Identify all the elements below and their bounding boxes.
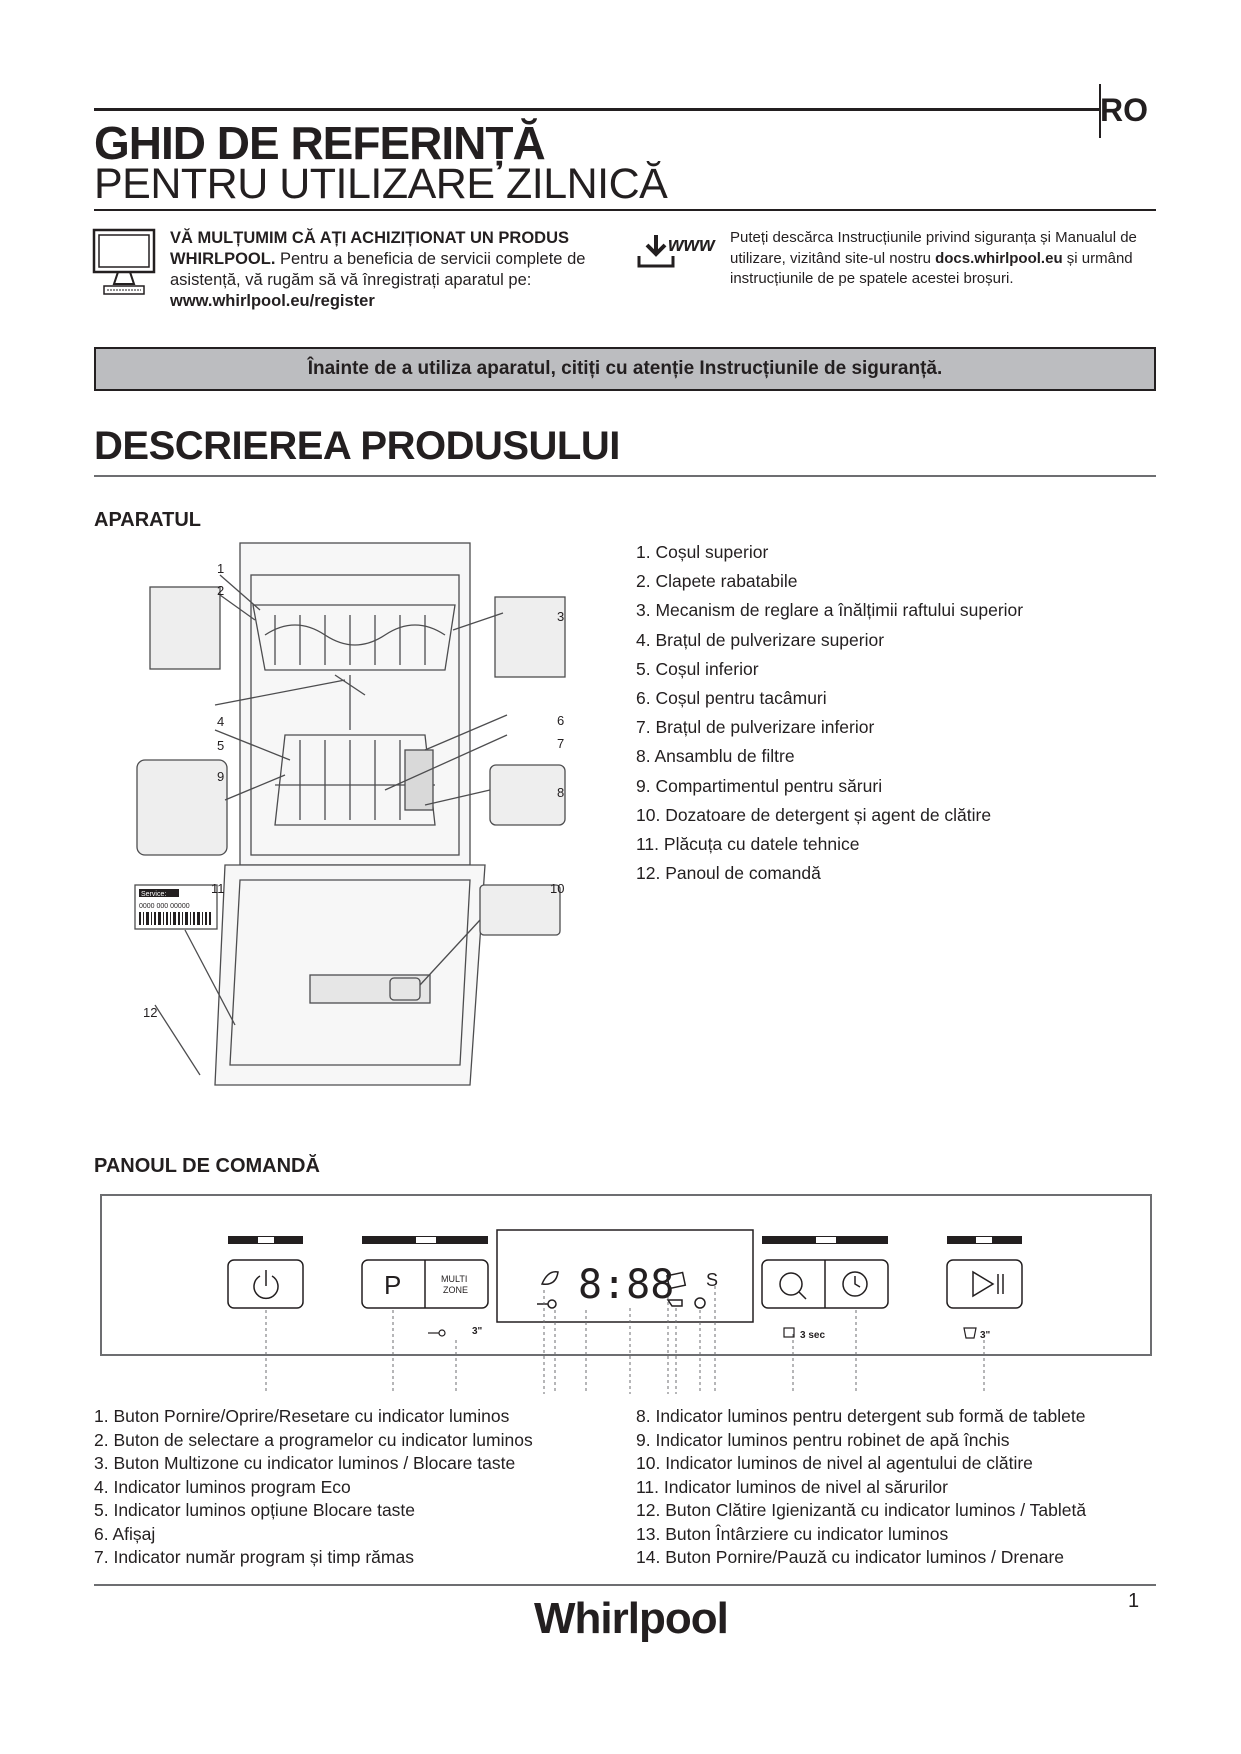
program-button-label: P	[384, 1270, 402, 1300]
list-item: 6. Coșul pentru tacâmuri	[636, 688, 827, 709]
list-item: 3. Buton Multizone cu indicator luminos / Blocare taste	[94, 1453, 516, 1473]
computer-icon	[92, 228, 156, 298]
list-item: 4. Brațul de pulverizare superior	[636, 629, 885, 650]
page-title: GHID DE REFERINȚĂ	[94, 117, 545, 169]
download-text-after: și urmând instrucțiunile de pe spatele acestei broșuri.	[730, 249, 1133, 287]
list-item: 7. Indicator număr program și timp rămas	[94, 1547, 414, 1567]
whirlpool-logo: Whirlpool	[534, 1594, 728, 1643]
list-item: 1. Buton Pornire/Oprire/Resetare cu indicator luminos	[94, 1406, 510, 1426]
control-legend-right	[636, 1405, 1156, 1570]
callout-11: 11	[211, 881, 225, 896]
intro-download-text	[730, 228, 1160, 290]
callout-5: 5	[217, 738, 225, 753]
page-number: 1	[1128, 1590, 1140, 1612]
www-label: www	[668, 234, 715, 256]
tablet-hint: 3 sec	[800, 1330, 826, 1341]
language-code: RO	[1100, 92, 1148, 128]
callout-12: 12	[143, 1005, 158, 1020]
lock-hint: 3"	[472, 1326, 483, 1337]
safety-banner-text: Înainte de a utiliza aparatul, citiți cu atenție Instrucțiunile de siguranță.	[307, 358, 943, 379]
section-heading-product: DESCRIEREA PRODUSULUI	[94, 424, 620, 468]
parts-list	[636, 538, 1023, 888]
dishwasher-diagram	[125, 535, 595, 1110]
multizone-label-line2: ZONE	[443, 1285, 469, 1295]
service-label: Service:	[141, 891, 167, 898]
list-item: 11. Plăcuța cu datele tehnice	[636, 834, 860, 855]
control-panel-heading: PANOUL DE COMANDĂ	[94, 1155, 320, 1177]
control-legend-left	[94, 1405, 614, 1570]
callout-10: 10	[550, 881, 565, 896]
thanks-bold: VĂ MULȚUMIM CĂ AȚI ACHIZIȚIONAT UN PRODUS WHIRLPOOL.	[170, 229, 570, 268]
salt-indicator: S	[706, 1270, 719, 1290]
header-top-rule	[94, 108, 1099, 111]
intro-thanks-text	[170, 228, 610, 312]
list-item: 12. Buton Clătire Igienizantă cu indicator luminos / Tabletă	[636, 1500, 1087, 1520]
list-item: 5. Coșul inferior	[636, 658, 759, 679]
callout-7: 7	[557, 736, 565, 751]
multizone-label-line1: MULTI	[441, 1274, 468, 1284]
callout-3: 3	[557, 609, 565, 624]
start-pause-button[interactable]	[947, 1260, 1022, 1308]
list-item: 8. Indicator luminos pentru detergent sub formă de tablete	[636, 1406, 1086, 1426]
list-item: 1. Coșul superior	[636, 542, 769, 562]
callout-1: 1	[217, 561, 225, 576]
appliance-heading: APARATUL	[94, 509, 202, 531]
list-item: 3. Mecanism de reglare a înălțimii raftului superior	[636, 600, 1024, 621]
control-panel-drawing	[100, 1194, 1150, 1394]
callout-2: 2	[217, 583, 225, 598]
display-digits: 8:88	[578, 1262, 675, 1308]
list-item: 12. Panoul de comandă	[636, 863, 821, 884]
list-item: 11. Indicator luminos de nivel al sărurilor	[636, 1476, 948, 1497]
list-item: 2. Buton de selectare a programelor cu indicator luminos	[94, 1429, 533, 1450]
header-bottom-rule	[94, 209, 1156, 211]
list-item: 8. Ansamblu de filtre	[636, 746, 795, 767]
list-item: 5. Indicator luminos opțiune Blocare taste	[94, 1500, 416, 1520]
section-rule	[94, 475, 1156, 477]
list-item: 2. Clapete rabatabile	[636, 571, 798, 592]
safety-banner	[94, 347, 1156, 391]
service-number: 0000 000 00000	[139, 903, 190, 910]
list-item: 4. Indicator luminos program Eco	[94, 1476, 351, 1497]
register-link[interactable]: www.whirlpool.eu/register	[170, 292, 375, 310]
callout-9: 9	[217, 769, 225, 784]
callout-8: 8	[557, 785, 565, 800]
list-item: 9. Compartimentul pentru săruri	[636, 775, 883, 796]
list-item: 13. Buton Întârziere cu indicator luminos	[636, 1523, 949, 1544]
list-item: 7. Brațul de pulverizare inferior	[636, 717, 875, 738]
list-item: 9. Indicator luminos pentru robinet de apă închis	[636, 1429, 1010, 1450]
drain-hint: 3"	[980, 1330, 991, 1341]
callout-6: 6	[557, 713, 565, 728]
list-item: 14. Buton Pornire/Pauză cu indicator luminos / Drenare	[636, 1547, 1065, 1567]
thanks-text: Pentru a beneficia de servicii complete de asistență, vă rugăm să vă înregistrați aparatul pe:	[170, 250, 586, 289]
list-item: 10. Dozatoare de detergent și agent de clătire	[636, 804, 992, 825]
callout-4: 4	[217, 714, 225, 729]
footer-rule	[94, 1584, 1156, 1586]
docs-link[interactable]: docs.whirlpool.eu	[935, 249, 1063, 267]
list-item: 6. Afișaj	[94, 1523, 156, 1544]
download-text-before: Puteți descărca Instrucțiunile privind siguranța și Manualul de utilizare, vizitând site-ul nostru	[730, 229, 1137, 267]
list-item: 10. Indicator luminos de nivel al agentului de clătire	[636, 1453, 1033, 1473]
page-subtitle: PENTRU UTILIZARE ZILNICĂ	[94, 160, 668, 208]
